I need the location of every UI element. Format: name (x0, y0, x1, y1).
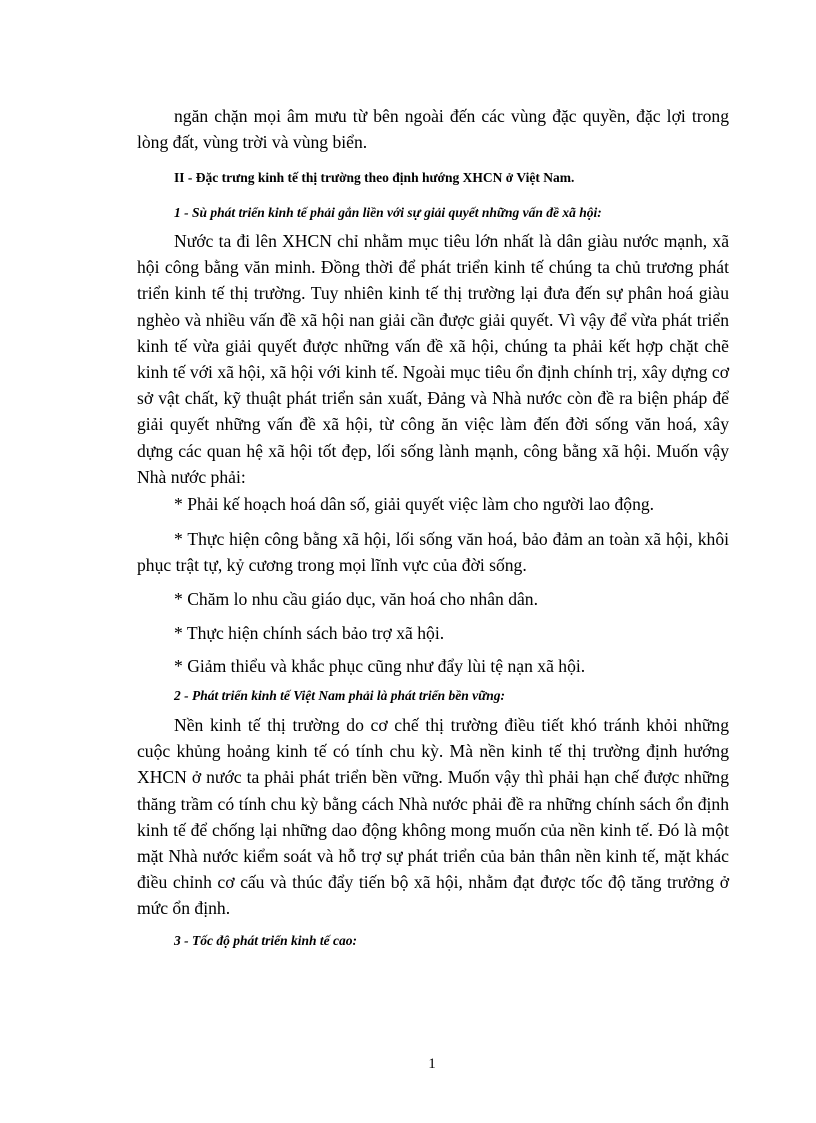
section-heading: II - Đặc trưng kinh tế thị trường theo định hướng XHCN ở Việt Nam. (174, 170, 575, 185)
bullet-item: * Chăm lo nhu cầu giáo dục, văn hoá cho nhân dân. (174, 589, 538, 609)
bullet-item: * Thực hiện công bằng xã hội, lối sống văn hoá, bảo đảm an toàn xã hội, khôi phục trật tự, kỷ cương trong mọi lĩnh vực của đời sống. (137, 529, 729, 576)
bullet-item: * Thực hiện chính sách bảo trợ xã hội. (174, 623, 445, 643)
paragraph-social-issues: Nước ta đi lên XHCN chỉ nhằm mục tiêu lớn nhất là dân giàu nước mạnh, xã hội công bằng văn minh. Đồng thời để phát triển kinh tế chúng ta chủ trương phát triển kinh tế thị trường. Tuy nhiên kinh tế thị trường lại đưa đến sự phân hoá giàu nghèo và nhiều vấn đề xã hội nan giải cần được giải quyết. Vì vậy để vừa phát triển kinh tế vừa giải quyết được những vấn đề xã hội, chúng ta phải kết hợp chặt chẽ kinh tế với xã hội, xã hội với kinh tế. Ngoài mục tiêu ổn định chính trị, xây dựng cơ sở vật chất, kỹ thuật phát triển sản xuất, Đảng và Nhà nước còn đề ra biện pháp để giải quyết những vấn đề xã hội, từ công ăn việc làm đến đời sống văn hoá, xây dựng các quan hệ xã hội tốt đẹp, lối sống lành mạnh, công bằng xã hội. Muốn vậy Nhà nước phải: (137, 231, 729, 487)
page-number: 1 (428, 1056, 436, 1072)
subsection-heading-2: 2 - Phát triển kinh tế Việt Nam phải là phát triển bền vững: (174, 688, 506, 703)
intro-paragraph: ngăn chặn mọi âm mưu từ bên ngoài đến các vùng đặc quyền, đặc lợi trong lòng đất, vùng trời và vùng biển. (137, 106, 729, 153)
paragraph-sustainable-development: Nền kinh tế thị trường do cơ chế thị trường điều tiết khó tránh khỏi những cuộc khủng hoảng kinh tế có tính chu kỳ. Mà nền kinh tế thị trường định hướng XHCN ở nước ta phải phát triển bền vững. Muốn vậy thì phải hạn chế được những thăng trầm có tính chu kỳ bằng cách Nhà nước phải đề ra những chính sách ổn định kinh tế để chống lại những dao động không mong muốn của nền kinh tế. Đó là một mặt Nhà nước kiểm soát và hỗ trợ sự phát triển của bản thân nền kinh tế, mặt khác điều chỉnh cơ cấu và thúc đẩy tiến bộ xã hội, nhằm đạt được tốc độ tăng trưởng ở mức ổn định. (137, 715, 729, 919)
subsection-heading-3: 3 - Tốc độ phát triển kinh tế cao: (174, 933, 357, 948)
bullet-item: * Phải kế hoạch hoá dân số, giải quyết việc làm cho người lao động. (174, 494, 655, 514)
bullet-item: * Giảm thiểu và khắc phục cũng như đẩy lùi tệ nạn xã hội. (174, 656, 586, 676)
subsection-heading-1: 1 - Sù phát triển kinh tế phải gắn liền với sự giải quyết những vấn đề xã hội: (174, 205, 602, 220)
